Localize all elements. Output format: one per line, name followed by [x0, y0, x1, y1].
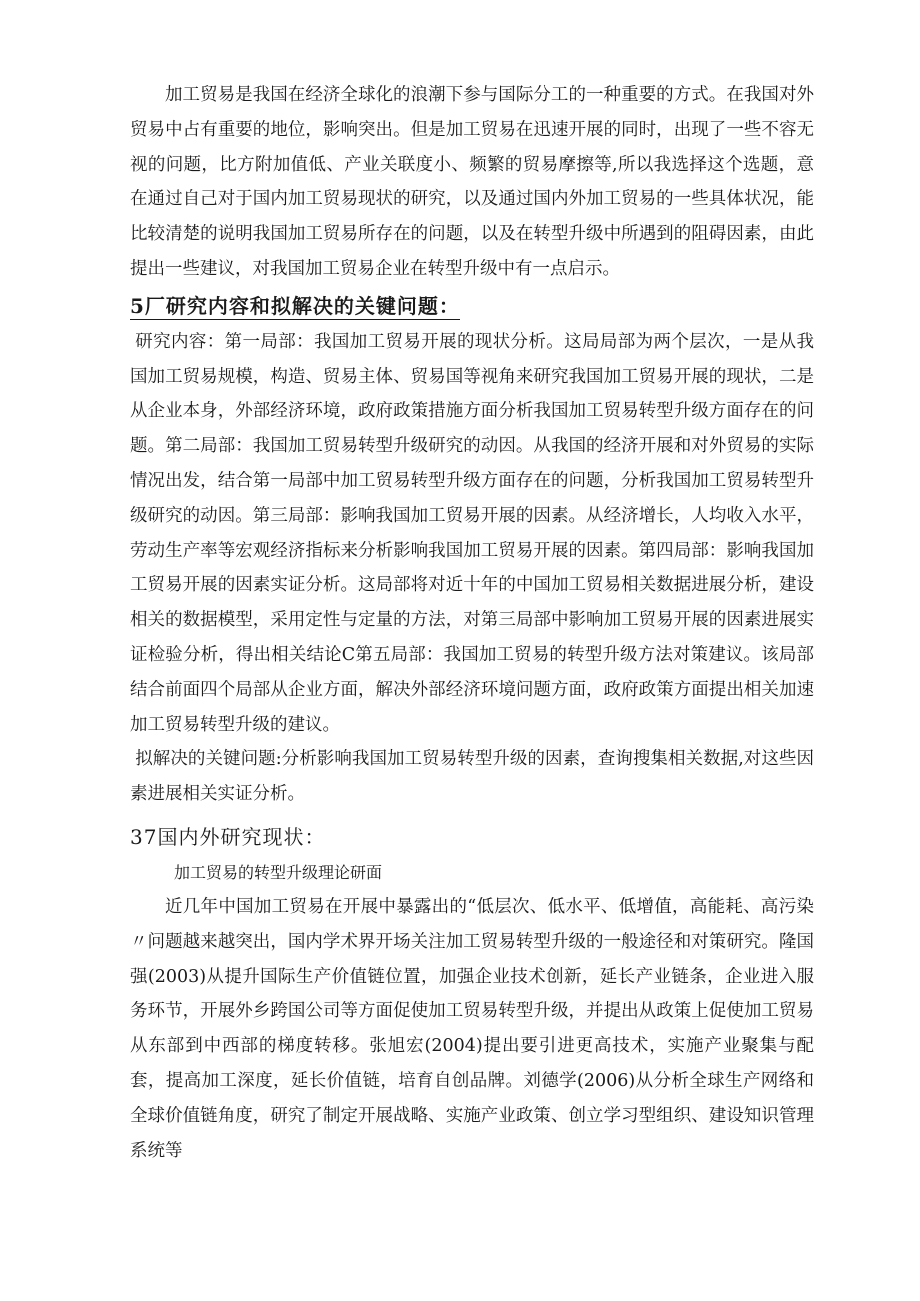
section-5-heading-text: 5厂研究内容和拟解决的关键问题：: [130, 293, 460, 318]
literature-review-paragraph: 近几年中国加工贸易在开展中暴露出的“低层次、低水平、低增值，高能耗、高污染〃问题越来越突出，国内学术界开场关注加工贸易转型升级的一般途径和对策研究。隆国强(2003)从提升国际生产价值链位置，加强企业技术创新，延长产业链条，企业进入服务环节，开展外乡跨国公司等方面促使加工贸易转型升级，并提出从政策上促使加工贸易从东部到中西部的梯度转移。张旭宏(2004)提出要引进更高技术，实施产业聚集与配套，提高加工深度，延长价值链，培育自创品牌。刘德学(2006)从分析全球生产网络和全球价值链角度，研究了制定开展战略、实施产业政策、创立学习型组织、建设知识管理系统等: [130, 896, 814, 1161]
intro-paragraph: 加工贸易是我国在经济全球化的浪潮下参与国际分工的一种重要的方式。在我国对外贸易中占有重要的地位，影响突出。但是加工贸易在迅速开展的同时，出现了一些不容无视的问题，比方附加值低、产业关联度小、频繁的贸易摩擦等,所以我选择这个选题，意在通过自己对于国内加工贸易现状的研究，以及通过国内外加工贸易的一些具体状况，能比较清楚的说明我国加工贸易所存在的问题，以及在转型升级中所遇到的阻碍因素，由此提出一些建议，对我国加工贸易企业在转型升级中有一点启示。: [130, 85, 814, 279]
section-5-heading: [130, 287, 814, 325]
research-content-paragraph: 研究内容：第一局部：我国加工贸易开展的现状分析。这局局部为两个层次，一是从我国加工贸易规模，构造、贸易主体、贸易国等视角来研究我国加工贸易开展的现状，二是从企业本身，外部经济环境，政府政策措施方面分析我国加工贸易转型升级方面存在的问题。第二局部：我国加工贸易转型升级研究的动因。从我国的经济开展和对外贸易的实际情况出发，结合第一局部中加工贸易转型升级方面存在的问题，分析我国加工贸易转型升级研究的动因。第三局部：影响我国加工贸易开展的因素。从经济增长，人均收入水平，劳动生产率等宏观经济指标来分析影响我国加工贸易开展的因素。第四局部：影响我国加工贸易开展的因素实证分析。这局部将对近十年的中国加工贸易相关数据进展分析，建设相关的数据模型，采用定性与定量的方法，对第三局部中影响加工贸易开展的因素进展实证检验分析，得出相关结论C第五局部：我国加工贸易的转型升级方法对策建议。该局部结合前面四个局部从企业方面，解决外部经济环境问题方面，政府政策方面提出相关加速加工贸易转型升级的建议。: [130, 331, 814, 735]
key-issue-paragraph: 拟解决的关键问题:分析影响我国加工贸易转型升级的因素，查询搜集相关数据,对这些因素进展相关实证分析。: [130, 749, 814, 805]
theory-subheading: 加工贸易的转型升级理论研面: [174, 862, 383, 882]
section-37-heading: 37国内外研究现状：: [130, 824, 326, 849]
